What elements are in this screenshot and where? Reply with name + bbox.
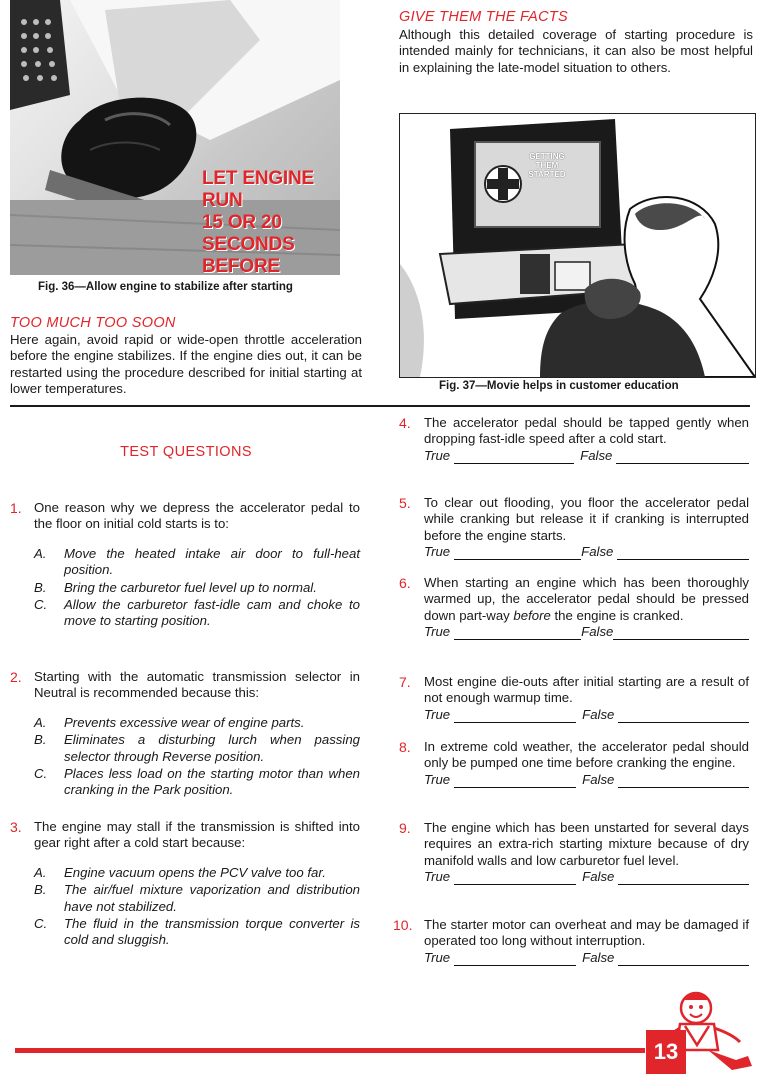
question-text: The engine may stall if the transmission is shifted into gear right after a cold start because: xyxy=(34,819,360,851)
true-label: True xyxy=(424,447,451,463)
option-text: The air/fuel mixture vaporization and distribution have not stabilized. xyxy=(64,882,360,914)
true-answer-blank[interactable] xyxy=(454,451,574,464)
question-text: The starter motor can overheat and may be damaged if operated too long without interruption. xyxy=(424,917,749,949)
option-text: Allow the carburetor fast-idle cam and choke to move to starting position. xyxy=(64,597,360,629)
option-letter: B. xyxy=(34,579,47,595)
option-text: Prevents excessive wear of engine parts. xyxy=(64,714,305,730)
true-false-row xyxy=(424,772,749,788)
option-letter: A. xyxy=(34,714,47,730)
option-text: Move the heated intake air door to full-heat position. xyxy=(64,545,360,578)
option-letter: B. xyxy=(34,882,47,898)
fig37-illustration xyxy=(400,114,755,377)
true-answer-blank[interactable] xyxy=(454,872,576,885)
banner-line-2: 15 OR 20 SECONDS xyxy=(202,212,295,255)
banner-line-3: BEFORE xyxy=(202,256,280,275)
question-number: 10. xyxy=(393,917,413,933)
true-label: True xyxy=(424,949,451,965)
false-answer-blank[interactable] xyxy=(616,451,749,464)
option-c[interactable] xyxy=(34,597,360,630)
option-c[interactable] xyxy=(34,916,360,949)
false-label: False xyxy=(582,869,615,885)
fig36-photo xyxy=(10,0,340,275)
true-label: True xyxy=(424,771,451,787)
true-false-row xyxy=(424,869,749,885)
true-label: True xyxy=(424,869,451,885)
false-label: False xyxy=(582,706,615,722)
true-false-row xyxy=(424,950,749,966)
false-answer-blank[interactable] xyxy=(617,547,749,560)
question-number: 9. xyxy=(399,820,411,836)
true-answer-blank[interactable] xyxy=(454,547,581,560)
false-answer-blank[interactable] xyxy=(618,775,749,788)
false-label: False xyxy=(581,544,614,560)
true-answer-blank[interactable] xyxy=(454,953,576,966)
option-text: Eliminates a disturbing lurch when passing selector through Reverse position. xyxy=(64,732,360,764)
true-answer-blank[interactable] xyxy=(454,627,581,640)
option-letter: A. xyxy=(34,545,47,561)
true-false-row xyxy=(424,624,749,640)
fig36-caption: Fig. 36—Allow engine to stabilize after starting xyxy=(38,281,293,293)
question-number: 1. xyxy=(10,500,22,516)
question-number: 8. xyxy=(399,739,411,755)
option-a[interactable] xyxy=(34,715,360,731)
question-number: 3. xyxy=(10,819,22,835)
question-8 xyxy=(399,739,749,788)
option-b[interactable] xyxy=(34,882,360,915)
question-text: Starting with the automatic transmission selector in Neutral is recommended because this: xyxy=(34,669,360,701)
option-text: Engine vacuum opens the PCV valve too far. xyxy=(64,864,326,880)
give-facts-text: Although this detailed coverage of starting procedure is intended mainly for technicians, it can also be most helpful in explaining the late-model situation to others. xyxy=(399,27,753,75)
question-text: Most engine die-outs after initial starting are a result of not enough warmup time. xyxy=(424,674,749,706)
question-number: 5. xyxy=(399,495,411,511)
question-10 xyxy=(393,917,749,966)
question-5 xyxy=(399,495,749,560)
option-letter: C. xyxy=(34,766,48,782)
question-1 xyxy=(10,500,360,630)
fig36-banner xyxy=(202,168,340,275)
true-false-row xyxy=(424,448,749,464)
option-letter: A. xyxy=(34,864,47,880)
false-label: False xyxy=(582,771,615,787)
question-number: 2. xyxy=(10,669,22,685)
question-9 xyxy=(399,820,749,885)
question-text: The accelerator pedal should be tapped gently when dropping fast-idle speed after a cold start. xyxy=(424,415,749,447)
question-text-start: When starting an engine which has been thoroughly warmed up, the accelerator pedal should be pressed down part-way xyxy=(424,575,749,623)
vent-grille xyxy=(10,0,70,110)
false-answer-blank[interactable] xyxy=(618,953,749,966)
question-4 xyxy=(399,415,749,464)
question-text: The engine which has been unstarted for several days requires an extra-rich starting mixture because of dry manifold walls and low carburetor fuel level. xyxy=(424,820,749,868)
page-number: 13 xyxy=(646,1030,686,1074)
screen-line-2: THEM xyxy=(535,161,559,170)
test-questions-heading: TEST QUESTIONS xyxy=(120,444,252,460)
question-text-end: the engine is cranked. xyxy=(550,607,684,623)
false-label: False xyxy=(581,624,614,640)
false-answer-blank[interactable] xyxy=(618,710,749,723)
true-label: True xyxy=(424,624,451,640)
false-label: False xyxy=(582,949,615,965)
question-3 xyxy=(10,819,360,949)
option-text: Places less load on the starting motor than when cranking in the Park position. xyxy=(64,766,360,798)
option-text: The fluid in the transmission torque converter is cold and sluggish. xyxy=(64,916,360,948)
screen-cross-symbol xyxy=(485,166,521,202)
footer-rule xyxy=(15,1048,645,1053)
true-false-row xyxy=(424,544,749,560)
option-letter: C. xyxy=(34,597,48,613)
question-text: In extreme cold weather, the accelerator pedal should only be pumped one time before cranking the engine. xyxy=(424,739,749,771)
fig37-photo xyxy=(399,113,756,378)
question-text xyxy=(424,575,749,624)
true-answer-blank[interactable] xyxy=(454,775,576,788)
false-label: False xyxy=(580,447,613,463)
option-text: Bring the carburetor fuel level up to normal. xyxy=(64,579,317,595)
fig37-caption: Fig. 37—Movie helps in customer education xyxy=(439,380,679,392)
too-much-text: Here again, avoid rapid or wide-open throttle acceleration before the engine stabilizes. If the engine dies out, it can be restarted using the procedure described for initial starting at lower temperatures. xyxy=(10,332,362,397)
question-text: To clear out flooding, you floor the accelerator pedal while cranking but release it if cranking is interrupted before the engine starts. xyxy=(424,495,749,543)
true-label: True xyxy=(424,706,451,722)
question-7 xyxy=(399,674,749,723)
option-a[interactable] xyxy=(34,546,360,579)
option-a[interactable] xyxy=(34,865,360,881)
question-text-emphasis: before xyxy=(513,607,551,623)
fig37-screen-title xyxy=(517,152,577,179)
banner-line-1: LET ENGINE RUN xyxy=(202,168,315,211)
give-facts-heading: GIVE THEM THE FACTS xyxy=(399,9,568,25)
option-letter: C. xyxy=(34,916,48,932)
screen-line-3: STARTED xyxy=(528,170,566,179)
screen-line-1: GETTING xyxy=(529,152,565,161)
option-b[interactable] xyxy=(34,580,360,596)
question-6 xyxy=(399,575,749,640)
true-answer-blank[interactable] xyxy=(454,710,576,723)
question-number: 7. xyxy=(399,674,411,690)
option-b[interactable] xyxy=(34,732,360,765)
option-letter: B. xyxy=(34,732,47,748)
question-2 xyxy=(10,669,360,799)
true-label: True xyxy=(424,544,451,560)
false-answer-blank[interactable] xyxy=(613,627,749,640)
question-text: One reason why we depress the accelerator pedal to the floor on initial cold starts is to: xyxy=(34,500,360,532)
too-much-heading: TOO MUCH TOO SOON xyxy=(10,315,176,331)
option-c[interactable] xyxy=(34,766,360,799)
question-number: 6. xyxy=(399,575,411,591)
section-divider xyxy=(10,405,750,407)
true-false-row xyxy=(424,707,749,723)
question-number: 4. xyxy=(399,415,411,431)
false-answer-blank[interactable] xyxy=(618,872,749,885)
